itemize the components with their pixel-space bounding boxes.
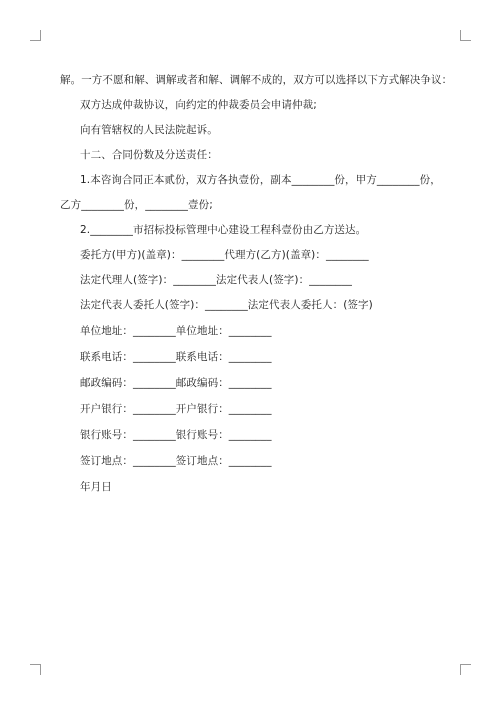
clause-copies-2: 2.________市招标投标管理中心建设工程科壹份由乙方送达。 bbox=[80, 224, 367, 236]
field-address: 单位地址：________单位地址：________ bbox=[80, 325, 272, 337]
field-postal-code: 邮政编码：________邮政编码：________ bbox=[80, 377, 272, 389]
signature-legal-agents: 法定代理人(签字)：________法定代表人(签字)：________ bbox=[80, 274, 352, 286]
paragraph-dispute-resolution: 解。一方不愿和解、调解或者和解、调解不成的，双方可以选择以下方式解决争议： bbox=[60, 74, 453, 86]
clause-copies-1-continued: 乙方________份，________壹份; bbox=[60, 199, 213, 211]
field-date: 年月日 bbox=[80, 481, 112, 493]
field-bank: 开户银行：________开户银行：________ bbox=[80, 403, 272, 415]
crop-mark-top-right bbox=[460, 30, 471, 41]
option-arbitration: 双方达成仲裁协议，向约定的仲裁委员会申请仲裁; bbox=[80, 99, 317, 111]
crop-mark-bottom-right bbox=[460, 664, 471, 675]
field-phone: 联系电话：________联系电话：________ bbox=[80, 351, 272, 363]
signature-authorized-agents: 法定代表人委托人(签字)：________法定代表人委托人：(签字) bbox=[80, 299, 373, 311]
option-litigation: 向有管辖权的人民法院起诉。 bbox=[80, 124, 218, 136]
crop-mark-top-left bbox=[30, 30, 41, 41]
field-signing-place: 签订地点：________签订地点：________ bbox=[80, 455, 272, 467]
crop-mark-bottom-left bbox=[30, 664, 41, 675]
signature-party-seals: 委托方(甲方)(盖章)：________代理方(乙方)(盖章)：________ bbox=[80, 249, 369, 261]
clause-copies-1: 1.本咨询合同正本贰份，双方各执壹份，副本________份，甲方________份， bbox=[80, 174, 441, 186]
field-bank-account: 银行账号：________银行账号：________ bbox=[80, 429, 272, 441]
section-heading-copies: 十二、合同份数及分送责任： bbox=[80, 149, 218, 161]
